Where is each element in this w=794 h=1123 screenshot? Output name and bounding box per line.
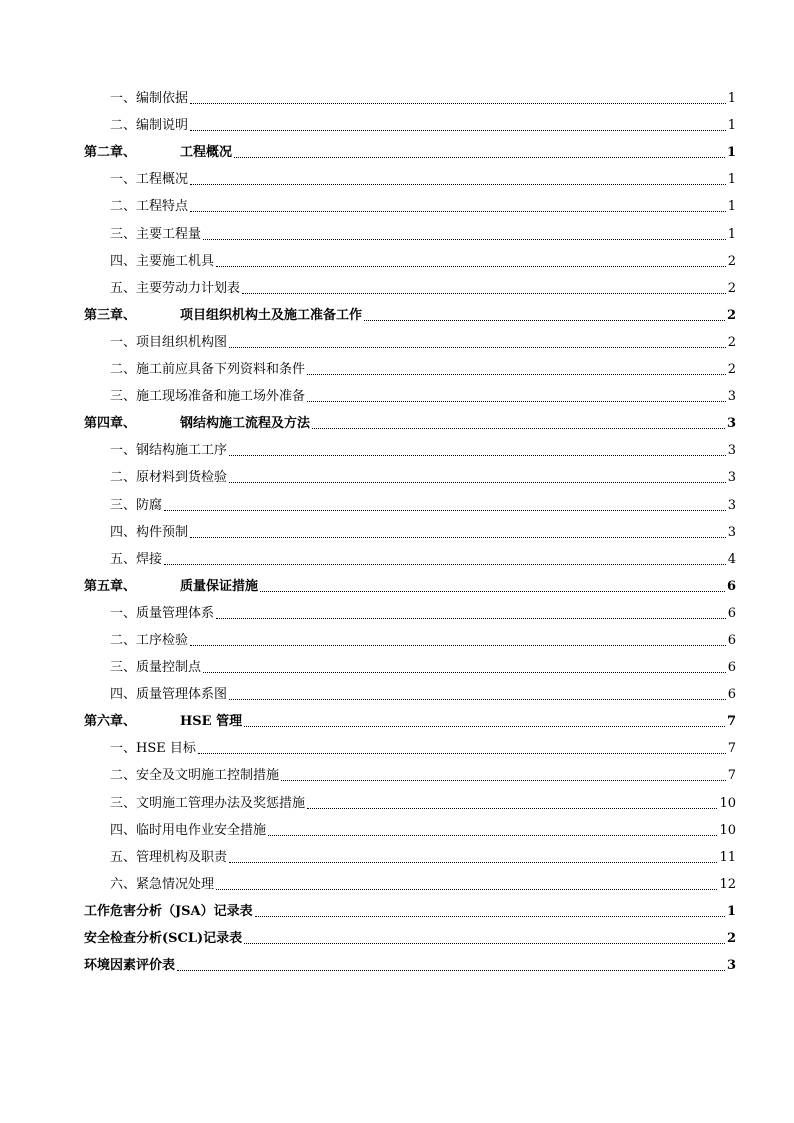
dot-leader bbox=[260, 591, 725, 592]
toc-page-number: 2 bbox=[727, 362, 736, 378]
dot-leader bbox=[203, 239, 726, 240]
toc-section-row[interactable] bbox=[84, 486, 736, 513]
toc-entry-title: HSE 管理 bbox=[180, 714, 243, 730]
toc-entry-title: 一、工程概况 bbox=[110, 172, 189, 188]
toc-section-row[interactable] bbox=[84, 243, 736, 270]
dot-leader bbox=[244, 726, 725, 727]
dot-leader bbox=[229, 347, 726, 348]
dot-leader bbox=[242, 293, 726, 294]
dot-leader bbox=[229, 699, 726, 700]
toc-page-number: 7 bbox=[727, 741, 736, 757]
toc-entry-title: 二、工程特点 bbox=[110, 199, 189, 215]
toc-page-number: 2 bbox=[726, 931, 736, 946]
toc-entry-title: 一、HSE 目标 bbox=[110, 741, 196, 757]
toc-entry-title: 二、编制说明 bbox=[110, 118, 189, 134]
toc-page-number: 10 bbox=[719, 795, 736, 811]
dot-leader bbox=[312, 428, 725, 429]
chapter-number: 第五章、 bbox=[84, 578, 137, 594]
dot-leader bbox=[229, 482, 726, 483]
dot-leader bbox=[268, 835, 717, 836]
toc-section-row[interactable] bbox=[84, 378, 736, 405]
toc-section-row[interactable] bbox=[84, 270, 736, 297]
dot-leader bbox=[216, 618, 726, 619]
toc-entry-title: 三、施工现场准备和施工场外准备 bbox=[110, 389, 306, 405]
toc-entry-title: 三、质量控制点 bbox=[110, 660, 202, 676]
toc-entry-title: 二、施工前应具备下列资料和条件 bbox=[110, 362, 306, 378]
toc-page-number: 1 bbox=[727, 91, 736, 107]
toc-page-number: 3 bbox=[727, 497, 736, 513]
toc-page-number: 3 bbox=[726, 416, 736, 432]
chapter-number: 第二章、 bbox=[84, 145, 137, 161]
dot-leader bbox=[198, 753, 726, 754]
chapter-number: 第四章、 bbox=[84, 416, 137, 432]
toc-entry-title: 环境因素评价表 bbox=[84, 958, 176, 974]
toc-entry-title: 二、工序检验 bbox=[110, 632, 189, 648]
dot-leader bbox=[164, 510, 726, 511]
toc-entry-title: 四、临时用电作业安全措施 bbox=[110, 822, 267, 838]
table-of-contents bbox=[84, 80, 736, 974]
toc-section-row[interactable] bbox=[84, 161, 736, 188]
dot-leader bbox=[177, 970, 725, 971]
toc-section-row[interactable] bbox=[84, 541, 736, 568]
toc-entry-title: 一、项目组织机构图 bbox=[110, 334, 228, 350]
toc-section-row[interactable] bbox=[84, 784, 736, 811]
toc-page-number: 3 bbox=[726, 958, 736, 974]
dot-leader bbox=[307, 808, 717, 809]
dot-leader bbox=[281, 780, 726, 781]
toc-appendix-row[interactable] bbox=[84, 893, 736, 920]
toc-chapter-row[interactable] bbox=[84, 297, 736, 324]
toc-page-number: 3 bbox=[727, 470, 736, 486]
toc-section-row[interactable] bbox=[84, 649, 736, 676]
toc-section-row[interactable] bbox=[84, 324, 736, 351]
toc-page-number: 2 bbox=[726, 307, 736, 323]
dot-leader bbox=[229, 862, 717, 863]
toc-entry-title: 安全检查分析(SCL)记录表 bbox=[84, 931, 243, 946]
toc-section-row[interactable] bbox=[84, 866, 736, 893]
toc-entry-title: 四、构件预制 bbox=[110, 524, 189, 540]
dot-leader bbox=[190, 184, 726, 185]
toc-page-number: 3 bbox=[727, 524, 736, 540]
toc-page-number: 1 bbox=[727, 199, 736, 215]
toc-chapter-row[interactable] bbox=[84, 568, 736, 595]
toc-entry-title: 工作危害分析（JSA）记录表 bbox=[84, 903, 253, 919]
toc-section-row[interactable] bbox=[84, 730, 736, 757]
toc-page-number: 7 bbox=[726, 714, 736, 730]
toc-section-row[interactable] bbox=[84, 188, 736, 215]
dot-leader bbox=[216, 889, 717, 890]
toc-section-row[interactable] bbox=[84, 459, 736, 486]
toc-section-row[interactable] bbox=[84, 757, 736, 784]
toc-entry-title: 二、安全及文明施工控制措施 bbox=[110, 768, 280, 784]
toc-entry-title: 质量保证措施 bbox=[180, 578, 259, 594]
toc-chapter-row[interactable] bbox=[84, 405, 736, 432]
toc-entry-title: 三、主要工程量 bbox=[110, 226, 202, 242]
toc-page-number: 6 bbox=[727, 605, 736, 621]
dot-leader bbox=[190, 103, 726, 104]
toc-section-row[interactable] bbox=[84, 351, 736, 378]
toc-page-number: 1 bbox=[727, 172, 736, 188]
chapter-number: 第三章、 bbox=[84, 307, 137, 323]
toc-section-row[interactable] bbox=[84, 432, 736, 459]
toc-entry-title: 五、主要劳动力计划表 bbox=[110, 280, 241, 296]
toc-page-number: 3 bbox=[727, 443, 736, 459]
toc-page-number: 11 bbox=[719, 849, 736, 865]
toc-page-number: 6 bbox=[727, 660, 736, 676]
toc-page-number: 1 bbox=[726, 145, 736, 161]
dot-leader bbox=[190, 537, 726, 538]
dot-leader bbox=[164, 564, 726, 565]
toc-page-number: 12 bbox=[719, 876, 736, 892]
toc-chapter-row[interactable] bbox=[84, 134, 736, 161]
dot-leader bbox=[203, 672, 726, 673]
toc-section-row[interactable] bbox=[84, 812, 736, 839]
toc-appendix-row[interactable] bbox=[84, 920, 736, 947]
toc-page-number: 10 bbox=[719, 822, 736, 838]
toc-page-number: 7 bbox=[727, 768, 736, 784]
toc-page-number: 2 bbox=[727, 253, 736, 269]
toc-entry-title: 三、文明施工管理办法及奖惩措施 bbox=[110, 795, 306, 811]
toc-page-number: 1 bbox=[727, 226, 736, 242]
toc-page-number: 6 bbox=[726, 578, 736, 594]
toc-page-number: 6 bbox=[727, 632, 736, 648]
toc-entry-title: 一、编制依据 bbox=[110, 91, 189, 107]
toc-chapter-row[interactable] bbox=[84, 703, 736, 730]
toc-page-number: 4 bbox=[727, 551, 736, 567]
toc-entry-title: 三、防腐 bbox=[110, 497, 163, 513]
toc-page-number: 1 bbox=[727, 118, 736, 134]
toc-section-row[interactable] bbox=[84, 839, 736, 866]
toc-page-number: 2 bbox=[727, 280, 736, 296]
toc-appendix-row[interactable] bbox=[84, 947, 736, 974]
toc-entry-title: 四、主要施工机具 bbox=[110, 253, 215, 269]
toc-section-row[interactable] bbox=[84, 622, 736, 649]
dot-leader bbox=[307, 401, 726, 402]
dot-leader bbox=[216, 266, 726, 267]
dot-leader bbox=[244, 943, 725, 944]
toc-entry-title: 项目组织机构土及施工准备工作 bbox=[180, 307, 363, 323]
dot-leader bbox=[190, 645, 726, 646]
toc-section-row[interactable] bbox=[84, 215, 736, 242]
toc-entry-title: 钢结构施工流程及方法 bbox=[180, 416, 311, 432]
dot-leader bbox=[190, 211, 726, 212]
toc-page-number: 6 bbox=[727, 687, 736, 703]
toc-page-number: 2 bbox=[727, 334, 736, 350]
toc-entry-title: 一、质量管理体系 bbox=[110, 605, 215, 621]
toc-section-row[interactable] bbox=[84, 107, 736, 134]
toc-entry-title: 四、质量管理体系图 bbox=[110, 687, 228, 703]
dot-leader bbox=[229, 455, 726, 456]
toc-entry-title: 一、钢结构施工工序 bbox=[110, 443, 228, 459]
chapter-number: 第六章、 bbox=[84, 714, 137, 730]
dot-leader bbox=[190, 130, 726, 131]
toc-entry-title: 五、管理机构及职责 bbox=[110, 849, 228, 865]
toc-section-row[interactable] bbox=[84, 514, 736, 541]
toc-page-number: 1 bbox=[726, 903, 736, 919]
toc-section-row[interactable] bbox=[84, 595, 736, 622]
toc-section-row[interactable] bbox=[84, 80, 736, 107]
toc-section-row[interactable] bbox=[84, 676, 736, 703]
toc-page-number: 3 bbox=[727, 389, 736, 405]
dot-leader bbox=[307, 374, 726, 375]
toc-entry-title: 二、原材料到货检验 bbox=[110, 470, 228, 486]
dot-leader bbox=[364, 320, 725, 321]
toc-entry-title: 六、紧急情况处理 bbox=[110, 876, 215, 892]
toc-entry-title: 工程概况 bbox=[180, 145, 233, 161]
dot-leader bbox=[234, 157, 725, 158]
dot-leader bbox=[255, 916, 725, 917]
toc-entry-title: 五、焊接 bbox=[110, 551, 163, 567]
